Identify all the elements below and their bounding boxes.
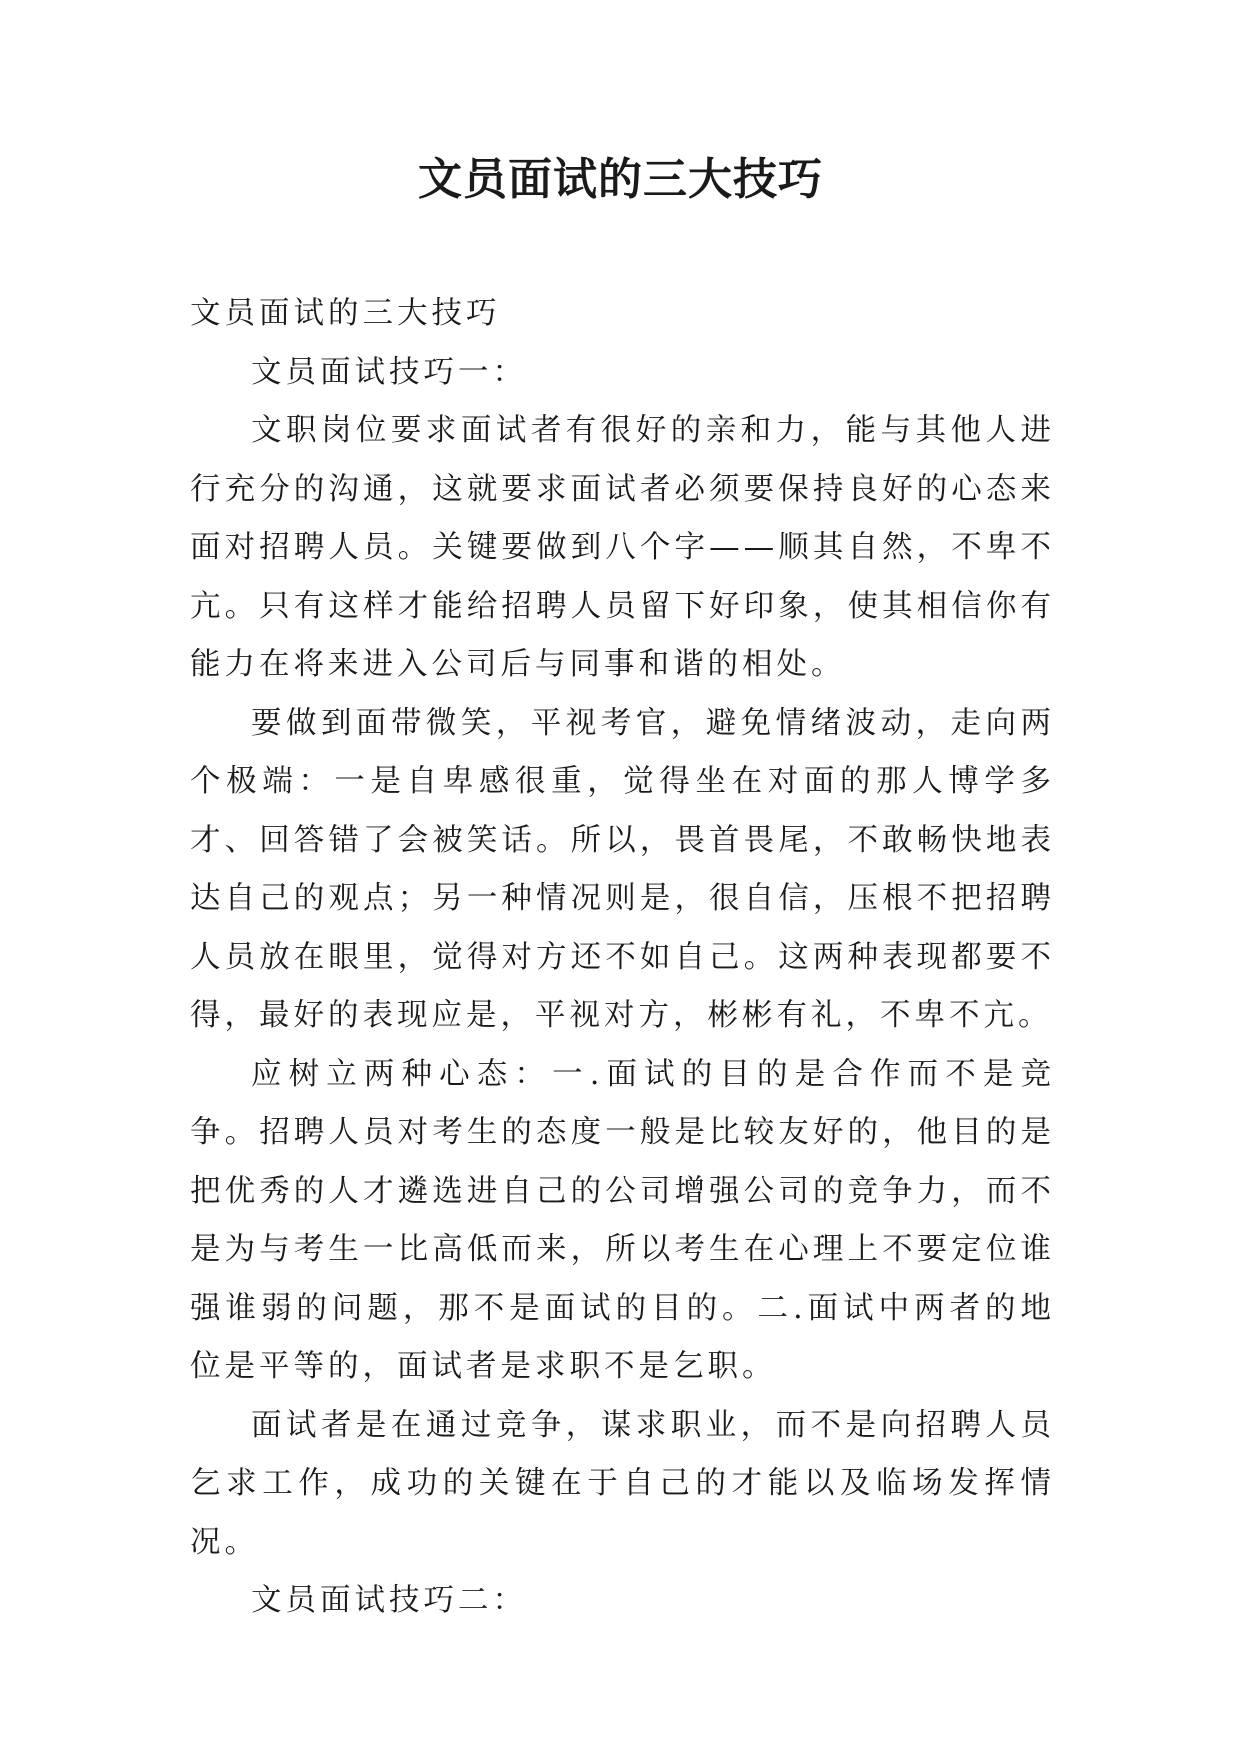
paragraph-section-heading-1: 文员面试技巧一： bbox=[251, 354, 527, 390]
paragraph: 文职岗位要求面试者有很好的亲和力，能与其他人进行充分的沟通，这就要求面试者必须要保持良好的心态来面对招聘人员。关键要做到八个字——顺其自然，不卑不亢。只有这样才能给招聘人员留下好印象，使其相信你有能力在将来进入公司后与同事和谐的相处。 bbox=[190, 413, 1055, 682]
paragraph: 面试者是在通过竞争，谋求职业，而不是向招聘人员乞求工作，成功的关键在于自己的才能以及临场发挥情况。 bbox=[190, 1407, 1055, 1560]
paragraph-section-heading-2: 文员面试技巧二： bbox=[251, 1583, 527, 1618]
document-body bbox=[190, 285, 1055, 1631]
paragraph-subtitle: 文员面试的三大技巧 bbox=[190, 296, 501, 331]
paragraph: 应树立两种心态：一.面试的目的是合作而不是竞争。招聘人员对考生的态度一般是比较友好的，他目的是把优秀的人才遴选进自己的公司增强公司的竞争力，而不是为与考生一比高低而来，所以考生在心理上不要定位谁强谁弱的问题，那不是面试的目的。二.面试中两者的地位是平等的，面试者是求职不是乞职。 bbox=[190, 1056, 1055, 1384]
document-title: 文员面试的三大技巧 bbox=[418, 154, 823, 205]
paragraph: 要做到面带微笑，平视考官，避免情绪波动，走向两个极端：一是自卑感很重，觉得坐在对面的那人博学多才、回答错了会被笑话。所以，畏首畏尾，不敢畅快地表达自己的观点；另一种情况则是，很自信，压根不把招聘人员放在眼里，觉得对方还不如自己。这两种表现都要不得，最好的表现应是，平视对方，彬彬有礼，不卑不亢。 bbox=[190, 705, 1055, 1033]
